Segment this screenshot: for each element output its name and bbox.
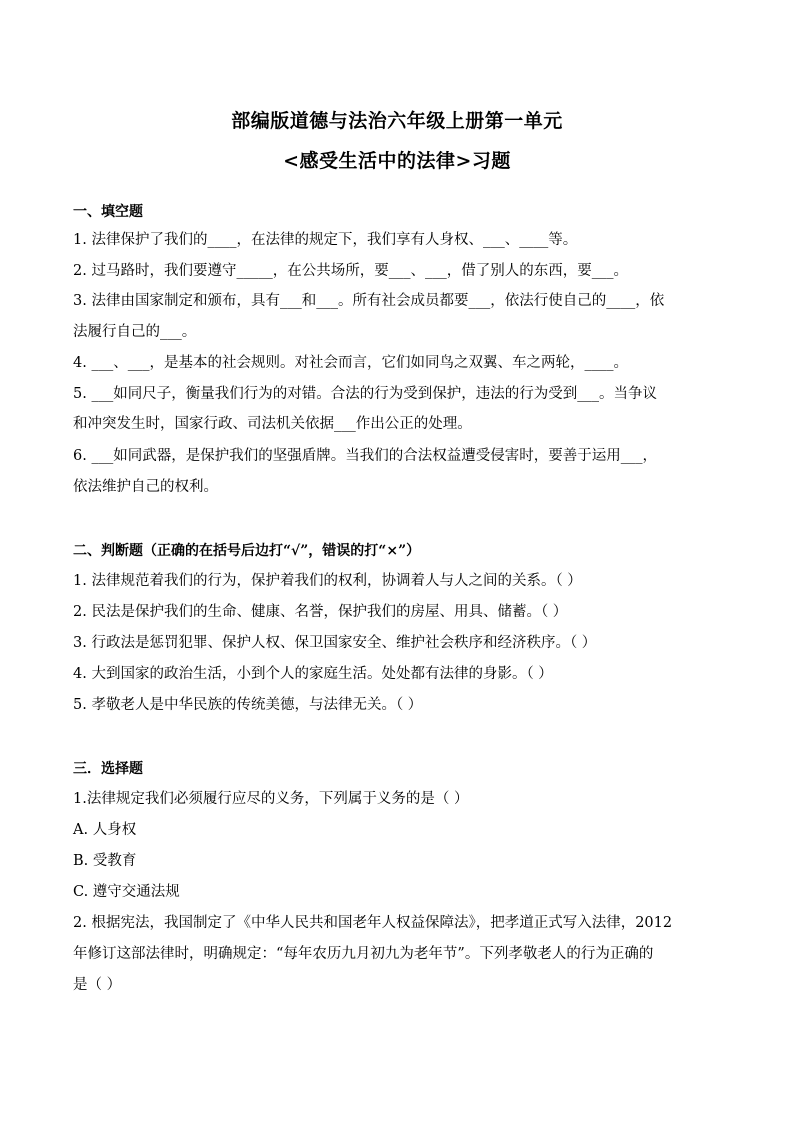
section-heading-true-false: 二、判断题（正确的在括号后边打“√”，错误的打“×”） (73, 543, 421, 559)
choice-option: A. 人身权 (73, 822, 137, 838)
question-line: 2. 民法是保护我们的生命、健康、名誉，保护我们的房屋、用具、储蓄。（ ） (73, 604, 568, 620)
question-line: 法履行自己的___。 (73, 324, 197, 340)
question-line: 6. ___如同武器，是保护我们的坚强盾牌。当我们的合法权益遭受侵害时，要善于运用___， (73, 448, 657, 464)
question-line: 年修订这部法律时，明确规定：“每年农历九月初九为老年节”。下列孝敬老人的行为正确的 (73, 946, 654, 962)
question-line: 2. 过马路时，我们要遵守_____，在公共场所，要___、___，借了别人的东西，要___。 (73, 263, 628, 279)
question-line: 1. 法律保护了我们的____，在法律的规定下，我们享有人身权、___、____等。 (73, 232, 578, 248)
document-subtitle: <感受生活中的法律>习题 (283, 150, 511, 172)
question-line: 3. 法律由国家制定和颁布，具有___和___。所有社会成员都要___，依法行使自己的____，依 (73, 293, 665, 309)
question-line: 是（ ） (73, 977, 122, 993)
choice-option: B. 受教育 (73, 853, 137, 869)
question-line: 1.法律规定我们必须履行应尽的义务，下列属于义务的是（ ） (73, 791, 469, 807)
section-heading-fill-blank: 一、填空题 (73, 204, 143, 220)
question-line: 5. ___如同尺子，衡量我们行为的对错。合法的行为受到保护，违法的行为受到___。当争议 (73, 386, 657, 402)
question-line: 和冲突发生时，国家行政、司法机关依据___作出公正的处理。 (73, 416, 472, 432)
question-line: 依法维护自己的权利。 (73, 479, 218, 495)
question-line: 2. 根据宪法，我国制定了《中华人民共和国老年人权益保障法》，把孝道正式写入法律，2012 (73, 915, 673, 931)
document-title: 部编版道德与法治六年级上册第一单元 (231, 110, 563, 132)
question-line: 4. ___、___，是基本的社会规则。对社会而言，它们如同鸟之双翼、车之两轮，____。 (73, 355, 628, 371)
question-line: 5. 孝敬老人是中华民族的传统美德，与法律无关。（ ） (73, 697, 423, 713)
question-line: 4. 大到国家的政治生活，小到个人的家庭生活。处处都有法律的身影。（ ） (73, 666, 553, 682)
choice-option: C. 遵守交通法规 (73, 884, 180, 900)
question-line: 3. 行政法是惩罚犯罪、保护人权、保卫国家安全、维护社会秩序和经济秩序。（ ） (73, 635, 597, 651)
question-line: 1. 法律规范着我们的行为，保护着我们的权利，协调着人与人之间的关系。（ ） (73, 573, 582, 589)
section-heading-multiple-choice: 三．选择题 (73, 761, 143, 777)
